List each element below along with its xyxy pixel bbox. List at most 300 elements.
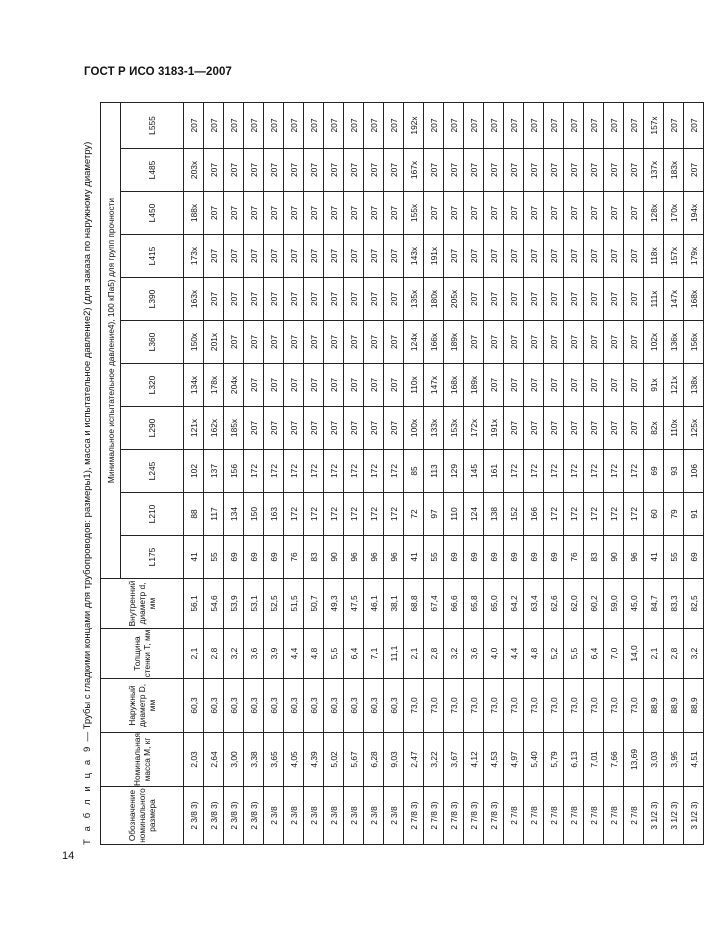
- cell-pressure: 172: [244, 450, 264, 493]
- cell-pressure: 121x: [184, 407, 204, 450]
- cell-pressure: 207: [544, 192, 564, 235]
- document-header: ГОСТ Р ИСО 3183-1—2007: [84, 66, 232, 78]
- cell-pressure: 207: [584, 192, 604, 235]
- cell-pressure: 189x: [444, 321, 464, 364]
- cell-pressure: 207: [504, 103, 524, 149]
- cell-inner-diameter: 60,2: [584, 579, 604, 629]
- table-row: [464, 103, 484, 845]
- cell-mass: 3,00: [224, 733, 244, 787]
- header-grade: L450: [121, 192, 184, 235]
- cell-pressure: 207: [344, 192, 364, 235]
- cell-pressure: 207: [524, 192, 544, 235]
- cell-pressure: 88: [184, 493, 204, 536]
- cell-pressure: 110: [444, 493, 464, 536]
- cell-pressure: 41: [644, 536, 664, 579]
- cell-pressure: 207: [584, 149, 604, 192]
- cell-pressure: 207: [324, 235, 344, 278]
- cell-pressure: 207: [604, 149, 624, 192]
- cell-pressure: 172: [544, 450, 564, 493]
- cell-pressure: 207: [544, 321, 564, 364]
- cell-designation: 2 3/8 3): [184, 787, 204, 845]
- cell-pressure: 207: [264, 278, 284, 321]
- cell-pressure: 207: [464, 103, 484, 149]
- cell-pressure: 207: [264, 149, 284, 192]
- cell-wall-thickness: 3,9: [264, 629, 284, 679]
- cell-pressure: 96: [384, 536, 404, 579]
- cell-pressure: 207: [324, 321, 344, 364]
- cell-mass: 3,03: [644, 733, 664, 787]
- cell-pressure: 207: [184, 103, 204, 149]
- cell-pressure: 60: [644, 493, 664, 536]
- cell-pressure: 207: [244, 364, 264, 407]
- cell-inner-diameter: 54,6: [204, 579, 224, 629]
- cell-pressure: 207: [384, 407, 404, 450]
- cell-mass: 4,97: [504, 733, 524, 787]
- cell-pressure: 207: [544, 278, 564, 321]
- cell-pressure: 207: [224, 278, 244, 321]
- cell-inner-diameter: 53,9: [224, 579, 244, 629]
- cell-wall-thickness: 2,8: [424, 629, 444, 679]
- cell-pressure: 207: [624, 235, 644, 278]
- cell-wall-thickness: 5,2: [544, 629, 564, 679]
- cell-pressure: 69: [644, 450, 664, 493]
- cell-pressure: 207: [304, 321, 324, 364]
- cell-pressure: 150x: [184, 321, 204, 364]
- cell-pressure: 207: [584, 407, 604, 450]
- cell-pressure: 207: [264, 321, 284, 364]
- cell-mass: 5,67: [344, 733, 364, 787]
- table-row: [364, 103, 384, 845]
- table-row: [644, 103, 664, 845]
- cell-outer-diameter: 60,3: [224, 679, 244, 733]
- cell-wall-thickness: 7,1: [364, 629, 384, 679]
- cell-pressure: 207: [244, 192, 264, 235]
- cell-pressure: 172: [564, 450, 584, 493]
- cell-pressure: 69: [684, 536, 704, 579]
- cell-pressure: 207: [604, 364, 624, 407]
- cell-pressure: 207: [424, 103, 444, 149]
- cell-wall-thickness: 2,8: [204, 629, 224, 679]
- cell-pressure: 207: [544, 235, 564, 278]
- cell-mass: 5,02: [324, 733, 344, 787]
- cell-inner-diameter: 82,5: [684, 579, 704, 629]
- cell-wall-thickness: 2,1: [644, 629, 664, 679]
- cell-pressure: 83: [304, 536, 324, 579]
- cell-designation: 2 3/8 3): [224, 787, 244, 845]
- cell-pressure: 207: [484, 364, 504, 407]
- cell-pressure: 205x: [444, 278, 464, 321]
- cell-pressure: 93: [664, 450, 684, 493]
- cell-pressure: 69: [484, 536, 504, 579]
- cell-pressure: 207: [504, 321, 524, 364]
- cell-pressure: 207: [524, 364, 544, 407]
- cell-inner-diameter: 46,1: [364, 579, 384, 629]
- cell-pressure: 207: [304, 149, 324, 192]
- cell-pressure: 157x: [644, 103, 664, 149]
- cell-pressure: 143x: [404, 235, 424, 278]
- cell-pressure: 207: [244, 321, 264, 364]
- header-grade: L210: [121, 493, 184, 536]
- cell-outer-diameter: 60,3: [304, 679, 324, 733]
- cell-pressure: 207: [504, 278, 524, 321]
- cell-pressure: 85: [404, 450, 424, 493]
- caption-text: — Трубы с гладкими концами для трубопроводов: размеры1), масса и испытательное давление2) (для заказа по наружному диаметру): [82, 141, 93, 742]
- cell-pressure: 207: [364, 364, 384, 407]
- cell-pressure: 172: [604, 493, 624, 536]
- cell-mass: 2,03: [184, 733, 204, 787]
- cell-mass: 4,39: [304, 733, 324, 787]
- cell-pressure: 172: [384, 450, 404, 493]
- table-row: [284, 103, 304, 845]
- cell-pressure: 134x: [184, 364, 204, 407]
- cell-pressure: 183x: [664, 149, 684, 192]
- cell-pressure: 207: [284, 103, 304, 149]
- cell-pressure: 207: [204, 149, 224, 192]
- cell-pressure: 207: [604, 321, 624, 364]
- cell-designation: 2 3/8: [364, 787, 384, 845]
- cell-pressure: 207: [584, 364, 604, 407]
- header-inner-diameter: Внутренний диаметр d, мм: [101, 579, 184, 629]
- cell-pressure: 207: [464, 235, 484, 278]
- cell-pressure: 207: [624, 321, 644, 364]
- cell-pressure: 207: [524, 149, 544, 192]
- cell-pressure: 207: [584, 103, 604, 149]
- cell-pressure: 136x: [664, 321, 684, 364]
- table-row: [484, 103, 504, 845]
- cell-designation: 2 7/8 3): [484, 787, 504, 845]
- cell-outer-diameter: 60,3: [184, 679, 204, 733]
- cell-outer-diameter: 60,3: [324, 679, 344, 733]
- cell-pressure: 207: [284, 278, 304, 321]
- cell-pressure: 207: [344, 278, 364, 321]
- table-row: [184, 103, 204, 845]
- cell-inner-diameter: 65,8: [464, 579, 484, 629]
- cell-pressure: 207: [484, 192, 504, 235]
- header-mass: Номинальная масса M, кг: [101, 733, 184, 787]
- cell-pressure: 207: [624, 103, 644, 149]
- cell-mass: 2,47: [404, 733, 424, 787]
- cell-pressure: 207: [384, 235, 404, 278]
- cell-pressure: 207: [364, 235, 384, 278]
- cell-pressure: 207: [304, 192, 324, 235]
- cell-pressure: 69: [504, 536, 524, 579]
- cell-designation: 2 7/8: [504, 787, 524, 845]
- cell-pressure: 72: [404, 493, 424, 536]
- cell-pressure: 145: [464, 450, 484, 493]
- cell-outer-diameter: 60,3: [244, 679, 264, 733]
- cell-designation: 2 7/8: [544, 787, 564, 845]
- table-row: [544, 103, 564, 845]
- cell-designation: 2 7/8 3): [444, 787, 464, 845]
- cell-pressure: 207: [324, 149, 344, 192]
- cell-pressure: 207: [624, 149, 644, 192]
- cell-pressure: 192x: [404, 103, 424, 149]
- cell-pressure: 135x: [404, 278, 424, 321]
- cell-pressure: 207: [624, 192, 644, 235]
- header-wall-thickness: Толщина стенки T, мм: [101, 629, 184, 679]
- cell-pressure: 207: [384, 192, 404, 235]
- cell-pressure: 178x: [204, 364, 224, 407]
- cell-pressure: 90: [604, 536, 624, 579]
- cell-pressure: 96: [624, 536, 644, 579]
- cell-pressure: 207: [464, 149, 484, 192]
- cell-pressure: 207: [344, 407, 364, 450]
- cell-pressure: 207: [504, 149, 524, 192]
- cell-wall-thickness: 3,6: [244, 629, 264, 679]
- cell-pressure: 207: [524, 103, 544, 149]
- cell-mass: 3,22: [424, 733, 444, 787]
- table-row: [304, 103, 324, 845]
- cell-mass: 4,51: [684, 733, 704, 787]
- cell-pressure: 172: [364, 450, 384, 493]
- cell-pressure: 191x: [484, 407, 504, 450]
- cell-inner-diameter: 62,6: [544, 579, 564, 629]
- cell-pressure: 207: [604, 407, 624, 450]
- cell-pressure: 207: [444, 192, 464, 235]
- cell-pressure: 167x: [404, 149, 424, 192]
- cell-pressure: 172: [524, 450, 544, 493]
- header-grade: L320: [121, 364, 184, 407]
- cell-pressure: 207: [264, 192, 284, 235]
- cell-designation: 2 3/8: [384, 787, 404, 845]
- cell-pressure: 153x: [444, 407, 464, 450]
- cell-wall-thickness: 2,8: [664, 629, 684, 679]
- cell-pressure: 137x: [644, 149, 664, 192]
- cell-designation: 2 3/8: [284, 787, 304, 845]
- cell-pressure: 96: [344, 536, 364, 579]
- cell-designation: 2 3/8: [324, 787, 344, 845]
- header-grade: L360: [121, 321, 184, 364]
- cell-designation: 2 7/8: [524, 787, 544, 845]
- cell-pressure: 82x: [644, 407, 664, 450]
- cell-designation: 2 7/8 3): [464, 787, 484, 845]
- cell-pressure: 207: [284, 364, 304, 407]
- cell-pressure: 76: [284, 536, 304, 579]
- cell-pressure: 207: [504, 407, 524, 450]
- cell-pressure: 179x: [684, 235, 704, 278]
- cell-pressure: 207: [264, 407, 284, 450]
- cell-pressure: 106: [684, 450, 704, 493]
- cell-pressure: 207: [244, 278, 264, 321]
- cell-pressure: 207: [624, 364, 644, 407]
- cell-pressure: 207: [324, 407, 344, 450]
- cell-pressure: 207: [324, 364, 344, 407]
- cell-mass: 4,12: [464, 733, 484, 787]
- table-row: [664, 103, 684, 845]
- table-row: [584, 103, 604, 845]
- cell-pressure: 207: [244, 235, 264, 278]
- cell-pressure: 110x: [404, 364, 424, 407]
- cell-pressure: 69: [464, 536, 484, 579]
- cell-inner-diameter: 64,2: [504, 579, 524, 629]
- cell-pressure: 124x: [404, 321, 424, 364]
- cell-pressure: 188x: [184, 192, 204, 235]
- cell-pressure: 207: [484, 321, 504, 364]
- cell-wall-thickness: 4,8: [304, 629, 324, 679]
- cell-mass: 2,64: [204, 733, 224, 787]
- header-grade: L290: [121, 407, 184, 450]
- cell-pressure: 128x: [644, 192, 664, 235]
- cell-pressure: 125x: [684, 407, 704, 450]
- cell-inner-diameter: 45,0: [624, 579, 644, 629]
- cell-pressure: 207: [444, 103, 464, 149]
- cell-pressure: 168x: [444, 364, 464, 407]
- cell-pressure: 207: [464, 192, 484, 235]
- cell-pressure: 172: [564, 493, 584, 536]
- cell-outer-diameter: 73,0: [624, 679, 644, 733]
- cell-pressure: 137: [204, 450, 224, 493]
- cell-pressure: 207: [224, 103, 244, 149]
- cell-inner-diameter: 67,4: [424, 579, 444, 629]
- cell-pressure: 90: [324, 536, 344, 579]
- cell-pressure: 110x: [664, 407, 684, 450]
- header-grade: L245: [121, 450, 184, 493]
- header-test-pressure-group: Минимальное испытательное давление4), 100 кПа5) для групп прочности: [101, 103, 121, 579]
- cell-pressure: 111x: [644, 278, 664, 321]
- cell-wall-thickness: 3,2: [224, 629, 244, 679]
- cell-pressure: 207: [324, 192, 344, 235]
- cell-pressure: 121x: [664, 364, 684, 407]
- cell-inner-diameter: 83,3: [664, 579, 684, 629]
- table-row: [564, 103, 584, 845]
- cell-designation: 2 3/8: [304, 787, 324, 845]
- cell-pressure: 207: [564, 321, 584, 364]
- cell-wall-thickness: 2,1: [404, 629, 424, 679]
- cell-pressure: 207: [524, 278, 544, 321]
- table-row: [524, 103, 544, 845]
- cell-mass: 4,05: [284, 733, 304, 787]
- cell-pressure: 207: [344, 235, 364, 278]
- cell-pressure: 91: [684, 493, 704, 536]
- cell-pressure: 138x: [684, 364, 704, 407]
- cell-pressure: 207: [304, 364, 324, 407]
- cell-pressure: 207: [624, 407, 644, 450]
- cell-pressure: 163x: [184, 278, 204, 321]
- cell-pressure: 207: [564, 103, 584, 149]
- cell-mass: 4,53: [484, 733, 504, 787]
- table-caption: [78, 103, 98, 845]
- cell-inner-diameter: 47,5: [344, 579, 364, 629]
- cell-pressure: 69: [264, 536, 284, 579]
- cell-inner-diameter: 63,4: [524, 579, 544, 629]
- cell-pressure: 207: [364, 103, 384, 149]
- cell-pressure: 201x: [204, 321, 224, 364]
- cell-outer-diameter: 73,0: [504, 679, 524, 733]
- cell-wall-thickness: 2,1: [184, 629, 204, 679]
- cell-pressure: 194x: [684, 192, 704, 235]
- pipe-table: [100, 102, 704, 845]
- cell-pressure: 203x: [184, 149, 204, 192]
- cell-pressure: 207: [524, 235, 544, 278]
- cell-pressure: 207: [444, 235, 464, 278]
- cell-pressure: 207: [564, 149, 584, 192]
- cell-outer-diameter: 73,0: [524, 679, 544, 733]
- cell-inner-diameter: 38,1: [384, 579, 404, 629]
- cell-pressure: 69: [244, 536, 264, 579]
- cell-pressure: 172: [624, 450, 644, 493]
- cell-designation: 2 7/8: [584, 787, 604, 845]
- cell-pressure: 133x: [424, 407, 444, 450]
- cell-pressure: 207: [244, 149, 264, 192]
- cell-pressure: 207: [304, 278, 324, 321]
- cell-pressure: 172: [604, 450, 624, 493]
- caption-prefix: Т а б л и ц а 9: [82, 744, 93, 845]
- cell-pressure: 207: [584, 321, 604, 364]
- cell-pressure: 172: [284, 493, 304, 536]
- cell-designation: 2 3/8: [344, 787, 364, 845]
- cell-pressure: 207: [204, 278, 224, 321]
- cell-pressure: 207: [264, 235, 284, 278]
- cell-pressure: 207: [604, 278, 624, 321]
- cell-pressure: 207: [344, 321, 364, 364]
- cell-pressure: 207: [224, 149, 244, 192]
- cell-pressure: 207: [284, 407, 304, 450]
- cell-wall-thickness: 5,5: [324, 629, 344, 679]
- cell-pressure: 207: [364, 321, 384, 364]
- cell-pressure: 207: [204, 103, 224, 149]
- cell-pressure: 172: [624, 493, 644, 536]
- cell-pressure: 69: [444, 536, 464, 579]
- cell-pressure: 207: [244, 103, 264, 149]
- cell-pressure: 207: [564, 407, 584, 450]
- cell-outer-diameter: 60,3: [364, 679, 384, 733]
- table-row: [324, 103, 344, 845]
- cell-pressure: 134: [224, 493, 244, 536]
- cell-pressure: 118x: [644, 235, 664, 278]
- table-row: [224, 103, 244, 845]
- cell-pressure: 172: [544, 493, 564, 536]
- header-outer-diameter: Наружный диаметр D, мм: [101, 679, 184, 733]
- cell-pressure: 204x: [224, 364, 244, 407]
- cell-pressure: 147x: [424, 364, 444, 407]
- cell-outer-diameter: 73,0: [444, 679, 464, 733]
- cell-outer-diameter: 73,0: [464, 679, 484, 733]
- cell-designation: 2 7/8: [604, 787, 624, 845]
- cell-pressure: 207: [564, 364, 584, 407]
- cell-pressure: 170x: [664, 192, 684, 235]
- cell-pressure: 207: [464, 278, 484, 321]
- cell-inner-diameter: 49,3: [324, 579, 344, 629]
- cell-pressure: 207: [484, 278, 504, 321]
- cell-inner-diameter: 59,0: [604, 579, 624, 629]
- cell-designation: 2 7/8 3): [424, 787, 444, 845]
- cell-pressure: 117: [204, 493, 224, 536]
- cell-pressure: 207: [484, 149, 504, 192]
- cell-pressure: 163: [264, 493, 284, 536]
- cell-pressure: 207: [284, 192, 304, 235]
- cell-mass: 3,67: [444, 733, 464, 787]
- cell-pressure: 207: [544, 364, 564, 407]
- cell-designation: 3 1/2 3): [664, 787, 684, 845]
- cell-pressure: 207: [624, 278, 644, 321]
- table-row: [344, 103, 364, 845]
- cell-pressure: 207: [264, 103, 284, 149]
- cell-pressure: 207: [604, 103, 624, 149]
- cell-pressure: 207: [224, 192, 244, 235]
- cell-wall-thickness: 5,5: [564, 629, 584, 679]
- cell-pressure: 207: [424, 192, 444, 235]
- cell-pressure: 207: [584, 278, 604, 321]
- cell-outer-diameter: 60,3: [204, 679, 224, 733]
- cell-pressure: 207: [324, 278, 344, 321]
- cell-pressure: 55: [424, 536, 444, 579]
- cell-pressure: 100x: [404, 407, 424, 450]
- cell-outer-diameter: 73,0: [484, 679, 504, 733]
- cell-outer-diameter: 73,0: [564, 679, 584, 733]
- cell-pressure: 207: [664, 103, 684, 149]
- cell-mass: 5,40: [524, 733, 544, 787]
- cell-pressure: 69: [224, 536, 244, 579]
